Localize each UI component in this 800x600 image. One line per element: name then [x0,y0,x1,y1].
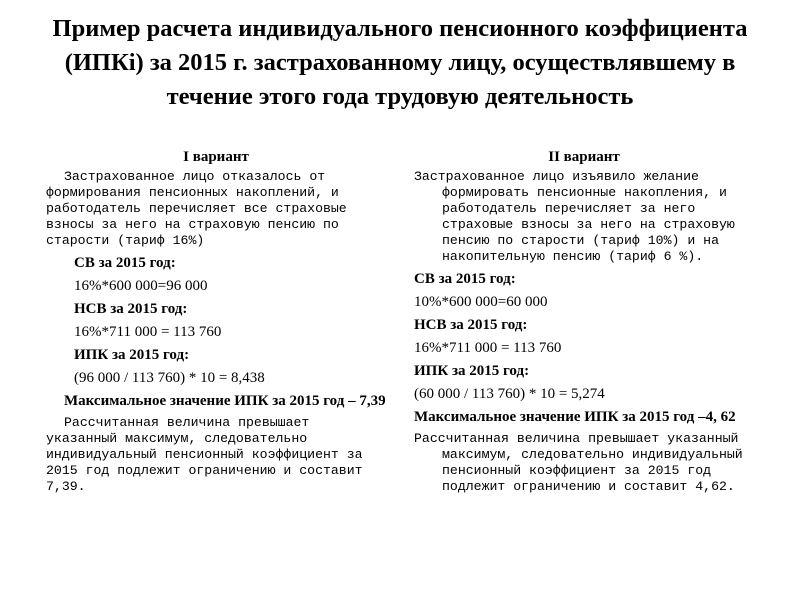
variant-1-sv-label: СВ за 2015 год: [74,255,176,271]
variant-2-sv-label: СВ за 2015 год: [414,271,516,287]
slide-title: Пример расчета индивидуального пенсионного коэффициента (ИПКi) за 2015 г. застрахованному лицу, осуществлявшему в течение этого года трудовую деятельность [52,15,748,110]
variant-2-conclusion: Рассчитанная величина превышает указанный максимум, следовательно индивидуальный пенсионный коэффициент за 2015 год подлежит ограничению и составит 4,62. [414,431,743,494]
variant-2-ipk-calc: (60 000 / 113 760) * 10 = 5,274 [414,386,605,402]
variant-2-ipk-label: ИПК за 2015 год: [414,363,530,379]
variant-1-max-value: Максимальное значение ИПК за 2015 год – 7,39 [64,393,386,409]
variant-1-nsv-calc: 16%*711 000 = 113 760 [74,324,222,340]
variant-1-column [46,148,386,495]
variant-2-nsv-label: НСВ за 2015 год: [414,317,528,333]
variant-1-nsv-label: НСВ за 2015 год: [74,301,188,317]
variant-1-sv-calc: 16%*600 000=96 000 [74,278,208,294]
variant-2-nsv-calc: 16%*711 000 = 113 760 [414,340,562,356]
variant-2-sv-calc: 10%*600 000=60 000 [414,294,548,310]
variant-2-intro: Застрахованное лицо изъявило желание формировать пенсионные накопления, и работодатель перечисляет за него страховые взносы за него на страховую пенсию по старости (тариф 10%) и на накопительную пенсию (тариф 6 %). [414,169,735,264]
variant-1-ipk-calc: (96 000 / 113 760) * 10 = 8,438 [74,370,265,386]
variant-2-column [414,148,754,495]
variant-1-intro: Застрахованное лицо отказалось от формирования пенсионных накоплений, и работодатель перечисляет все страховые взносы за него на страховую пенсию по старости (тариф 16%) [46,169,347,248]
variant-1-conclusion: Рассчитанная величина превышает указанный максимум, следовательно индивидуальный пенсионный коэффициент за 2015 год подлежит ограничению и составит 7,39. [46,415,363,494]
variant-1-ipk-label: ИПК за 2015 год: [74,347,190,363]
variant-2-heading: II вариант [548,149,620,165]
variant-2-max-value: Максимальное значение ИПК за 2015 год –4, 62 [414,409,736,425]
variant-1-heading: I вариант [183,149,249,165]
